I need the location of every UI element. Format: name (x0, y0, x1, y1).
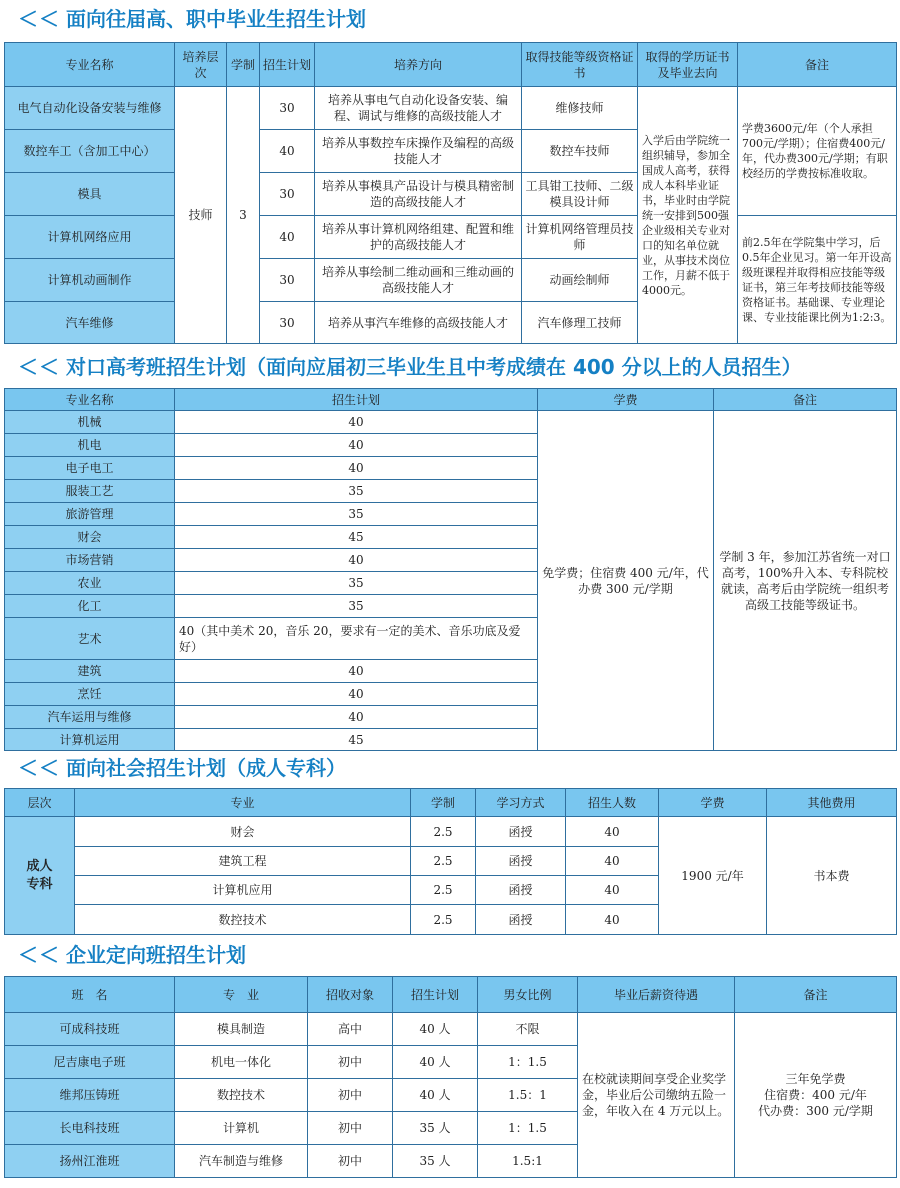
header-plan: 招生计划 (260, 43, 315, 87)
cell-cert: 汽车修理工技师 (522, 302, 638, 344)
cell-plan: 40 (175, 549, 538, 572)
cell-fee: 免学费；住宿费 400 元/年，代办费 300 元/学期 (538, 411, 714, 751)
cell-count: 40 (566, 847, 659, 876)
cell-plan: 35 (175, 480, 538, 503)
header-diploma: 取得的学历证书及毕业去向 (638, 43, 738, 87)
table-s3 (4, 788, 897, 935)
header-major: 专业名称 (5, 389, 175, 411)
cell-plan: 30 (260, 259, 315, 302)
note-line-2: 住宿费：400 元/年 (764, 1088, 867, 1102)
header-class: 班 名 (5, 977, 175, 1013)
table-s1 (4, 42, 897, 344)
cell-direction: 培养从事模具产品设计与模具精密制造的高级技能人才 (315, 173, 522, 216)
table-s4 (4, 976, 897, 1178)
cell-plan: 30 (260, 173, 315, 216)
table-s2 (4, 388, 897, 751)
header-major: 专 业 (175, 977, 308, 1013)
cell-major: 模具制造 (175, 1013, 308, 1046)
header-duration: 学制 (227, 43, 260, 87)
cell-plan: 40 (175, 660, 538, 683)
cell-mode: 函授 (476, 847, 566, 876)
note-line-3: 代办费：300 元/学期 (758, 1104, 873, 1118)
header-note: 备注 (735, 977, 897, 1013)
cell-mode: 函授 (476, 905, 566, 935)
table-header-row (5, 43, 897, 87)
cell-major: 机电一体化 (175, 1046, 308, 1079)
cell-other: 书本费 (767, 817, 897, 935)
cell-note-1: 学费3600元/年（个人承担700元/学期）；住宿费400元/年，代办费300元/学期；有职校经历的学费按标准收取。 (738, 87, 897, 216)
cell-plan: 40 人 (393, 1079, 478, 1112)
cell-cert: 动画绘制师 (522, 259, 638, 302)
section4-title: ＜＜ 企业定向班招生计划 (18, 943, 246, 967)
cell-target: 初中 (308, 1145, 393, 1178)
cell-level: 成人专科 (5, 817, 75, 935)
cell-plan: 40 (175, 411, 538, 434)
cell-class: 可成科技班 (5, 1013, 175, 1046)
cell-major: 建筑工程 (75, 847, 411, 876)
cell-plan: 35 人 (393, 1112, 478, 1145)
table-header-row (5, 977, 897, 1013)
cell-ratio: 1：1.5 (478, 1046, 578, 1079)
cell-cert: 维修技师 (522, 87, 638, 130)
cell-major: 机械 (5, 411, 175, 434)
cell-diploma: 入学后由学院统一组织辅导，参加全国成人高考，获得成人本科毕业证书，毕业时由学院统一安排到500强企业级相关专业对口的知名单位就业，从事技术岗位工作，月薪不低于4000元。 (638, 87, 738, 344)
chevron-icon: ＜＜ (18, 355, 60, 379)
cell-major: 服装工艺 (5, 480, 175, 503)
chevron-icon: ＜＜ (18, 7, 60, 31)
cell-plan: 40 (175, 434, 538, 457)
cell-major: 农业 (5, 572, 175, 595)
cell-plan: 40 人 (393, 1013, 478, 1046)
header-plan: 招生计划 (393, 977, 478, 1013)
table-row (5, 411, 897, 434)
cell-class: 尼吉康电子班 (5, 1046, 175, 1079)
header-salary: 毕业后薪资待遇 (578, 977, 735, 1013)
cell-duration: 2.5 (411, 905, 476, 935)
cell-direction: 培养从事汽车维修的高级技能人才 (315, 302, 522, 344)
cell-duration: 3 (227, 87, 260, 344)
table-row (5, 216, 897, 259)
cell-mode: 函授 (476, 876, 566, 905)
cell-count: 40 (566, 905, 659, 935)
cell-major: 计算机运用 (5, 729, 175, 751)
cell-major: 机电 (5, 434, 175, 457)
cell-cert: 工具钳工技师、二级模具设计师 (522, 173, 638, 216)
cell-major: 汽车制造与维修 (175, 1145, 308, 1178)
header-level: 培养层次 (175, 43, 227, 87)
cell-level: 技师 (175, 87, 227, 344)
cell-target: 高中 (308, 1013, 393, 1046)
cell-direction: 培养从事电气自动化设备安装、编程、调试与维修的高级技能人才 (315, 87, 522, 130)
cell-duration: 2.5 (411, 817, 476, 847)
header-note: 备注 (714, 389, 897, 411)
cell-major: 数控技术 (175, 1079, 308, 1112)
cell-plan: 40 (175, 457, 538, 480)
cell-cert: 计算机网络管理员技师 (522, 216, 638, 259)
cell-duration: 2.5 (411, 876, 476, 905)
note-line-1: 三年免学费 (785, 1072, 846, 1086)
cell-major: 艺术 (5, 618, 175, 660)
cell-plan: 40 (260, 216, 315, 259)
cell-major: 市场营销 (5, 549, 175, 572)
header-duration: 学制 (411, 789, 476, 817)
table-row (5, 1013, 897, 1046)
cell-plan: 45 (175, 729, 538, 751)
cell-major: 计算机动画制作 (5, 259, 175, 302)
table-row (5, 87, 897, 130)
cell-major: 财会 (5, 526, 175, 549)
header-fee: 学费 (538, 389, 714, 411)
cell-direction: 培养从事计算机网络组建、配置和维护的高级技能人才 (315, 216, 522, 259)
cell-fee: 1900 元/年 (659, 817, 767, 935)
cell-plan: 30 (260, 302, 315, 344)
cell-plan: 35 (175, 595, 538, 618)
cell-plan: 45 (175, 526, 538, 549)
cell-note-2: 前2.5年在学院集中学习，后0.5年企业见习。第一年开设高级班课程并取得相应技能等级证书，第三年考技师技能等级资格证书。基础课、专业理论课、专业技能课比例为1:2:3。 (738, 216, 897, 344)
cell-cert: 数控车技师 (522, 130, 638, 173)
header-fee: 学费 (659, 789, 767, 817)
cell-mode: 函授 (476, 817, 566, 847)
cell-plan: 35 (175, 503, 538, 526)
header-other: 其他费用 (767, 789, 897, 817)
header-major: 专业名称 (5, 43, 175, 87)
cell-plan: 40 (175, 683, 538, 706)
cell-major: 计算机应用 (75, 876, 411, 905)
cell-plan: 35 (175, 572, 538, 595)
cell-major: 汽车维修 (5, 302, 175, 344)
cell-major: 计算机网络应用 (5, 216, 175, 259)
cell-class: 维邦压铸班 (5, 1079, 175, 1112)
cell-class: 扬州江淮班 (5, 1145, 175, 1178)
cell-major: 财会 (75, 817, 411, 847)
cell-ratio: 1：1.5 (478, 1112, 578, 1145)
header-target: 招收对象 (308, 977, 393, 1013)
section1-title: ＜＜ 面向往届高、职中毕业生招生计划 (18, 7, 366, 31)
header-major: 专业 (75, 789, 411, 817)
cell-ratio: 1.5:1 (478, 1145, 578, 1178)
cell-major: 建筑 (5, 660, 175, 683)
header-direction: 培养方向 (315, 43, 522, 87)
section2-title: ＜＜ 对口高考班招生计划（面向应届初三毕业生且中考成绩在 400 分以上的人员招生） (18, 355, 802, 379)
cell-plan: 40 (260, 130, 315, 173)
header-cert: 取得技能等级资格证书 (522, 43, 638, 87)
cell-major: 烹饪 (5, 683, 175, 706)
cell-major: 化工 (5, 595, 175, 618)
cell-plan: 35 人 (393, 1145, 478, 1178)
header-plan: 招生计划 (175, 389, 538, 411)
header-note: 备注 (738, 43, 897, 87)
cell-count: 40 (566, 876, 659, 905)
table-row (5, 817, 897, 847)
cell-target: 初中 (308, 1112, 393, 1145)
cell-major: 旅游管理 (5, 503, 175, 526)
cell-note: 学制 3 年，参加江苏省统一对口高考，100%升入本、专科院校就读，高考后由学院统一组织考高级工技能等级证书。 (714, 411, 897, 751)
section3-title: ＜＜ 面向社会招生计划（成人专科） (18, 756, 346, 780)
cell-ratio: 不限 (478, 1013, 578, 1046)
cell-direction: 培养从事数控车床操作及编程的高级技能人才 (315, 130, 522, 173)
cell-major: 汽车运用与维修 (5, 706, 175, 729)
cell-direction: 培养从事绘制二维动画和三维动画的高级技能人才 (315, 259, 522, 302)
header-level: 层次 (5, 789, 75, 817)
cell-ratio: 1.5：1 (478, 1079, 578, 1112)
cell-major: 模具 (5, 173, 175, 216)
chevron-icon: ＜＜ (18, 943, 60, 967)
cell-plan: 40（其中美术 20，音乐 20，要求有一定的美术、音乐功底及爱好） (175, 618, 538, 660)
cell-class: 长电科技班 (5, 1112, 175, 1145)
cell-major: 数控技术 (75, 905, 411, 935)
cell-target: 初中 (308, 1046, 393, 1079)
cell-plan: 40 (175, 706, 538, 729)
cell-plan: 30 (260, 87, 315, 130)
table-header-row (5, 789, 897, 817)
cell-note (735, 1013, 897, 1178)
table-header-row (5, 389, 897, 411)
chevron-icon: ＜＜ (18, 756, 60, 780)
cell-major: 数控车工（含加工中心） (5, 130, 175, 173)
cell-target: 初中 (308, 1079, 393, 1112)
cell-plan: 40 人 (393, 1046, 478, 1079)
cell-major: 计算机 (175, 1112, 308, 1145)
cell-duration: 2.5 (411, 847, 476, 876)
cell-count: 40 (566, 817, 659, 847)
header-count: 招生人数 (566, 789, 659, 817)
cell-salary: 在校就读期间享受企业奖学金，毕业后公司缴纳五险一金，年收入在 4 万元以上。 (578, 1013, 735, 1178)
cell-major: 电气自动化设备安装与维修 (5, 87, 175, 130)
header-ratio: 男女比例 (478, 977, 578, 1013)
cell-major: 电子电工 (5, 457, 175, 480)
header-mode: 学习方式 (476, 789, 566, 817)
